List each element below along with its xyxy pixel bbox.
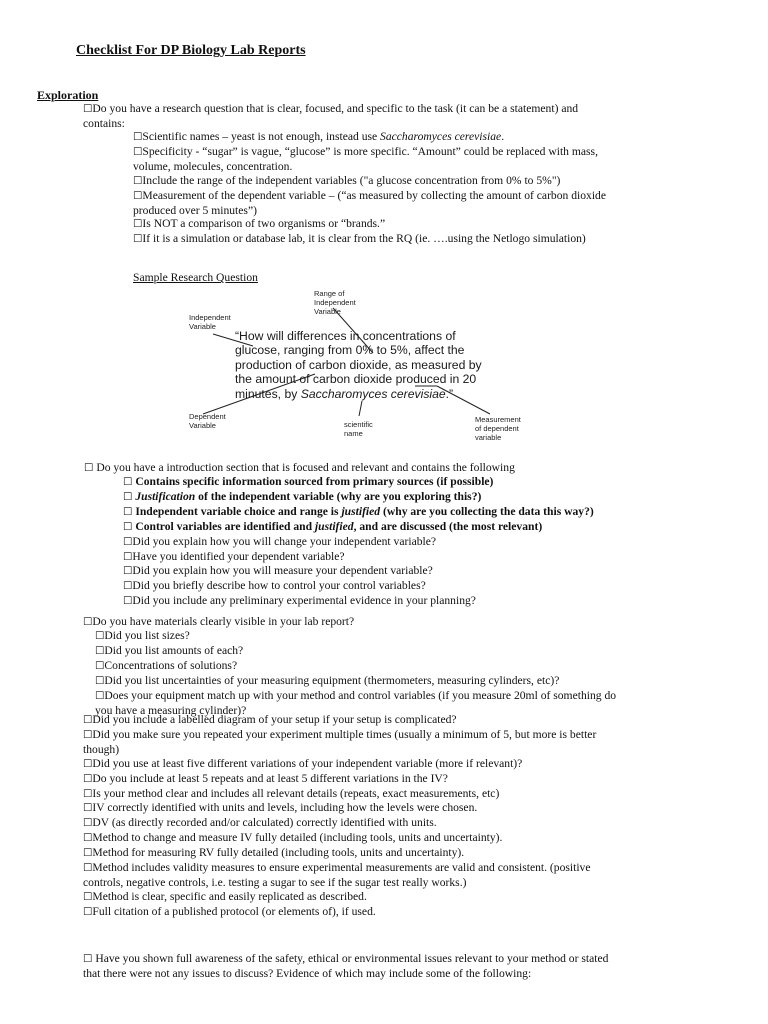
checkbox-icon[interactable]: ☐: [83, 616, 93, 628]
intro-criterion-justification: ☐ Justification of the independent variable (why are you exploring this?): [123, 489, 482, 503]
checkbox-icon[interactable]: ☐: [123, 550, 133, 563]
checkbox-icon[interactable]: ☐: [133, 174, 143, 187]
checkbox-icon[interactable]: ☐: [83, 103, 93, 115]
checkbox-icon[interactable]: ☐: [95, 644, 105, 657]
checkbox-icon[interactable]: ☐: [83, 787, 93, 800]
checkbox-icon[interactable]: ☐: [83, 905, 93, 918]
materials-concentrations: ☐Concentrations of solutions?: [95, 658, 238, 672]
sample-rq-heading: Sample Research Question: [133, 271, 258, 284]
checkbox-icon[interactable]: ☐: [95, 689, 105, 702]
section-heading-exploration: Exploration: [37, 88, 99, 102]
checkbox-icon[interactable]: ☐: [83, 757, 93, 770]
rq-sub-items: [133, 130, 606, 247]
method-rv-detailed: ☐Method for measuring RV fully detailed (including tools, units and uncertainty).: [83, 846, 465, 860]
intro-question-control-vars: ☐Did you briefly describe how to control your control variables?: [123, 579, 426, 593]
method-repeats-cont: though): [83, 742, 120, 756]
rq-sub-simulation: ☐If it is a simulation or database lab, it is clear from the RQ (ie. ….using the Netlogo simulation): [133, 232, 586, 246]
rq-main-text-cont: contains:: [83, 116, 125, 130]
materials-main-item: ☐Do you have materials clearly visible in your lab report?: [83, 615, 355, 628]
intro-question-change-iv: ☐Did you explain how you will change your independent variable?: [123, 534, 437, 548]
intro-criterion-control-vars: ☐ Control variables are identified and justified, and are discussed (the most relevant): [123, 519, 543, 533]
method-dv-identified: ☐DV (as directly recorded and/or calculated) correctly identified with units.: [83, 816, 437, 830]
method-iv-identified: ☐IV correctly identified with units and levels, including how the levels were chosen.: [83, 801, 478, 815]
intro-question-preliminary: ☐Did you include any preliminary experimental evidence in your planning?: [123, 594, 476, 608]
method-labelled-diagram: ☐Did you include a labelled diagram of your setup if your setup is complicated?: [83, 713, 457, 726]
method-validity-cont: controls, negative controls, i.e. testing a sugar to see if the sugar test really works.): [83, 875, 467, 889]
label-range-iv: Range of Independent Variable: [314, 289, 356, 316]
checkbox-icon[interactable]: ☐: [123, 505, 133, 518]
intro-question-identify-dv: ☐Have you identified your dependent variable?: [123, 549, 345, 563]
checkbox-icon[interactable]: ☐: [83, 772, 93, 785]
checkbox-icon[interactable]: ☐: [83, 953, 93, 965]
sci-name-pointer-line: [359, 401, 362, 416]
checkbox-icon[interactable]: ☐: [133, 145, 143, 158]
intro-criterion-iv-range: ☐ Independent variable choice and range is justified (why are you collecting the data this way?): [123, 504, 594, 518]
method-items: [83, 713, 596, 920]
materials-equipment-match: ☐Does your equipment match up with your method and control variables (if you measure 20ml of something do: [95, 688, 617, 702]
label-scientific-name: scientific name: [344, 420, 373, 438]
method-clear-details: ☐Is your method clear and includes all relevant details (repeats, exact measurements, etc): [83, 786, 500, 800]
intro-question-measure-dv: ☐Did you explain how you will measure your dependent variable?: [123, 564, 433, 578]
rq-sub-range: ☐Include the range of the independent variables ("a glucose concentration from 0% to 5%"): [133, 173, 561, 187]
checkbox-icon[interactable]: ☐: [83, 862, 93, 875]
label-dependent-variable: Dependent Variable: [189, 412, 226, 430]
label-measurement-dv: Measurement of dependent variable: [475, 415, 521, 442]
checkbox-icon[interactable]: ☐: [83, 714, 93, 726]
checkbox-icon[interactable]: ☐: [133, 218, 143, 231]
checkbox-icon[interactable]: ☐: [123, 535, 133, 548]
checkbox-icon[interactable]: ☐: [123, 520, 133, 533]
sample-rq-diagram: [185, 286, 535, 448]
method-replicable: ☐Method is clear, specific and easily replicated as described.: [83, 889, 367, 903]
intro-criterion-sources: ☐ Contains specific information sourced from primary sources (if possible): [123, 475, 494, 488]
method-iv-detailed: ☐Method to change and measure IV fully detailed (including tools, units and uncertainty).: [83, 831, 503, 845]
checkbox-icon[interactable]: ☐: [83, 890, 93, 903]
checkbox-icon[interactable]: ☐: [95, 630, 105, 642]
sample-rq-text: “How will differences in concentrations of glucose, ranging from 0% to 5%, affect the production of carbon dioxide, as measured by the amount of carbon dioxide produced in 20 minutes, by Saccharomyces cerevisiae.”: [235, 329, 482, 401]
method-five-variations: ☐Did you use at least five different variations of your independent variable (more if relevant)?: [83, 756, 523, 770]
checkbox-icon[interactable]: ☐: [83, 847, 93, 860]
checkbox-icon[interactable]: ☐: [123, 595, 133, 608]
intro-sub-items: [123, 475, 594, 609]
checkbox-icon[interactable]: ☐: [123, 565, 133, 578]
method-repeats: ☐Did you make sure you repeated your experiment multiple times (usually a minimum of 5, but more is better: [83, 727, 597, 741]
rq-sub-measurement: ☐Measurement of the dependent variable – (“as measured by collecting the amount of carbon dioxide: [133, 188, 607, 202]
checkbox-icon[interactable]: ☐: [95, 674, 105, 687]
checkbox-icon[interactable]: ☐: [83, 728, 93, 741]
label-independent-variable: Independent Variable: [189, 313, 231, 331]
materials-amounts: ☐Did you list amounts of each?: [95, 643, 244, 657]
materials-sizes: ☐Did you list sizes?: [95, 629, 190, 642]
rq-sub-scientific: ☐Scientific names – yeast is not enough, instead use Saccharomyces cerevisiae.: [133, 130, 505, 143]
checkbox-icon[interactable]: ☐: [83, 832, 93, 845]
rq-sub-specificity: ☐Specificity - “sugar” is vague, “glucose” is more specific. “Amount” could be replaced with mass,: [133, 144, 598, 158]
method-five-repeats: ☐Do you include at least 5 repeats and at least 5 different variations in the IV?: [83, 771, 448, 785]
checkbox-icon[interactable]: ☐: [83, 817, 93, 830]
rq-sub-specificity-cont: volume, molecules, concentration.: [133, 159, 293, 173]
method-validity: ☐Method includes validity measures to ensure experimental measurements are valid and consistent. (positive: [83, 861, 591, 875]
materials-uncertainties: ☐Did you list uncertainties of your measuring equipment (thermometers, measuring cylinders, etc)?: [95, 673, 560, 687]
safety-text: Have you shown full awareness of the safety, ethical or environmental issues relevant to your method or stated: [92, 952, 609, 965]
checkbox-icon[interactable]: ☐: [133, 189, 143, 202]
checkbox-icon[interactable]: ☐: [84, 462, 94, 474]
checkbox-icon[interactable]: ☐: [133, 233, 143, 246]
rq-sub-measurement-cont: produced over 5 minutes”): [133, 203, 257, 217]
rq-sub-not-comparison: ☐Is NOT a comparison of two organisms or “brands.”: [133, 217, 386, 231]
rq-main-text: Do you have a research question that is clear, focused, and specific to the task (it can be a statement) and: [92, 102, 579, 115]
intro-main-item: [84, 461, 515, 476]
checkbox-icon[interactable]: ☐: [123, 476, 133, 488]
checkbox-icon[interactable]: ☐: [95, 659, 105, 672]
checkbox-icon[interactable]: ☐: [123, 490, 133, 503]
safety-item: [83, 952, 608, 981]
checkbox-icon[interactable]: ☐: [133, 131, 143, 143]
page-title: Checklist For DP Biology Lab Reports: [76, 43, 306, 58]
rq-main-item: [83, 102, 578, 131]
materials-sub-items: [95, 629, 616, 717]
method-citation: ☐Full citation of a published protocol (or elements of), if used.: [83, 904, 376, 918]
checkbox-icon[interactable]: ☐: [123, 580, 133, 593]
intro-main-text: Do you have a introduction section that is focused and relevant and contains the following: [93, 461, 515, 474]
materials-equipment-match-cont: you have a measuring cylinder)?: [95, 703, 247, 717]
safety-text-cont: that there were not any issues to discuss? Evidence of which may include some of the following:: [83, 966, 532, 980]
checkbox-icon[interactable]: ☐: [83, 802, 93, 815]
